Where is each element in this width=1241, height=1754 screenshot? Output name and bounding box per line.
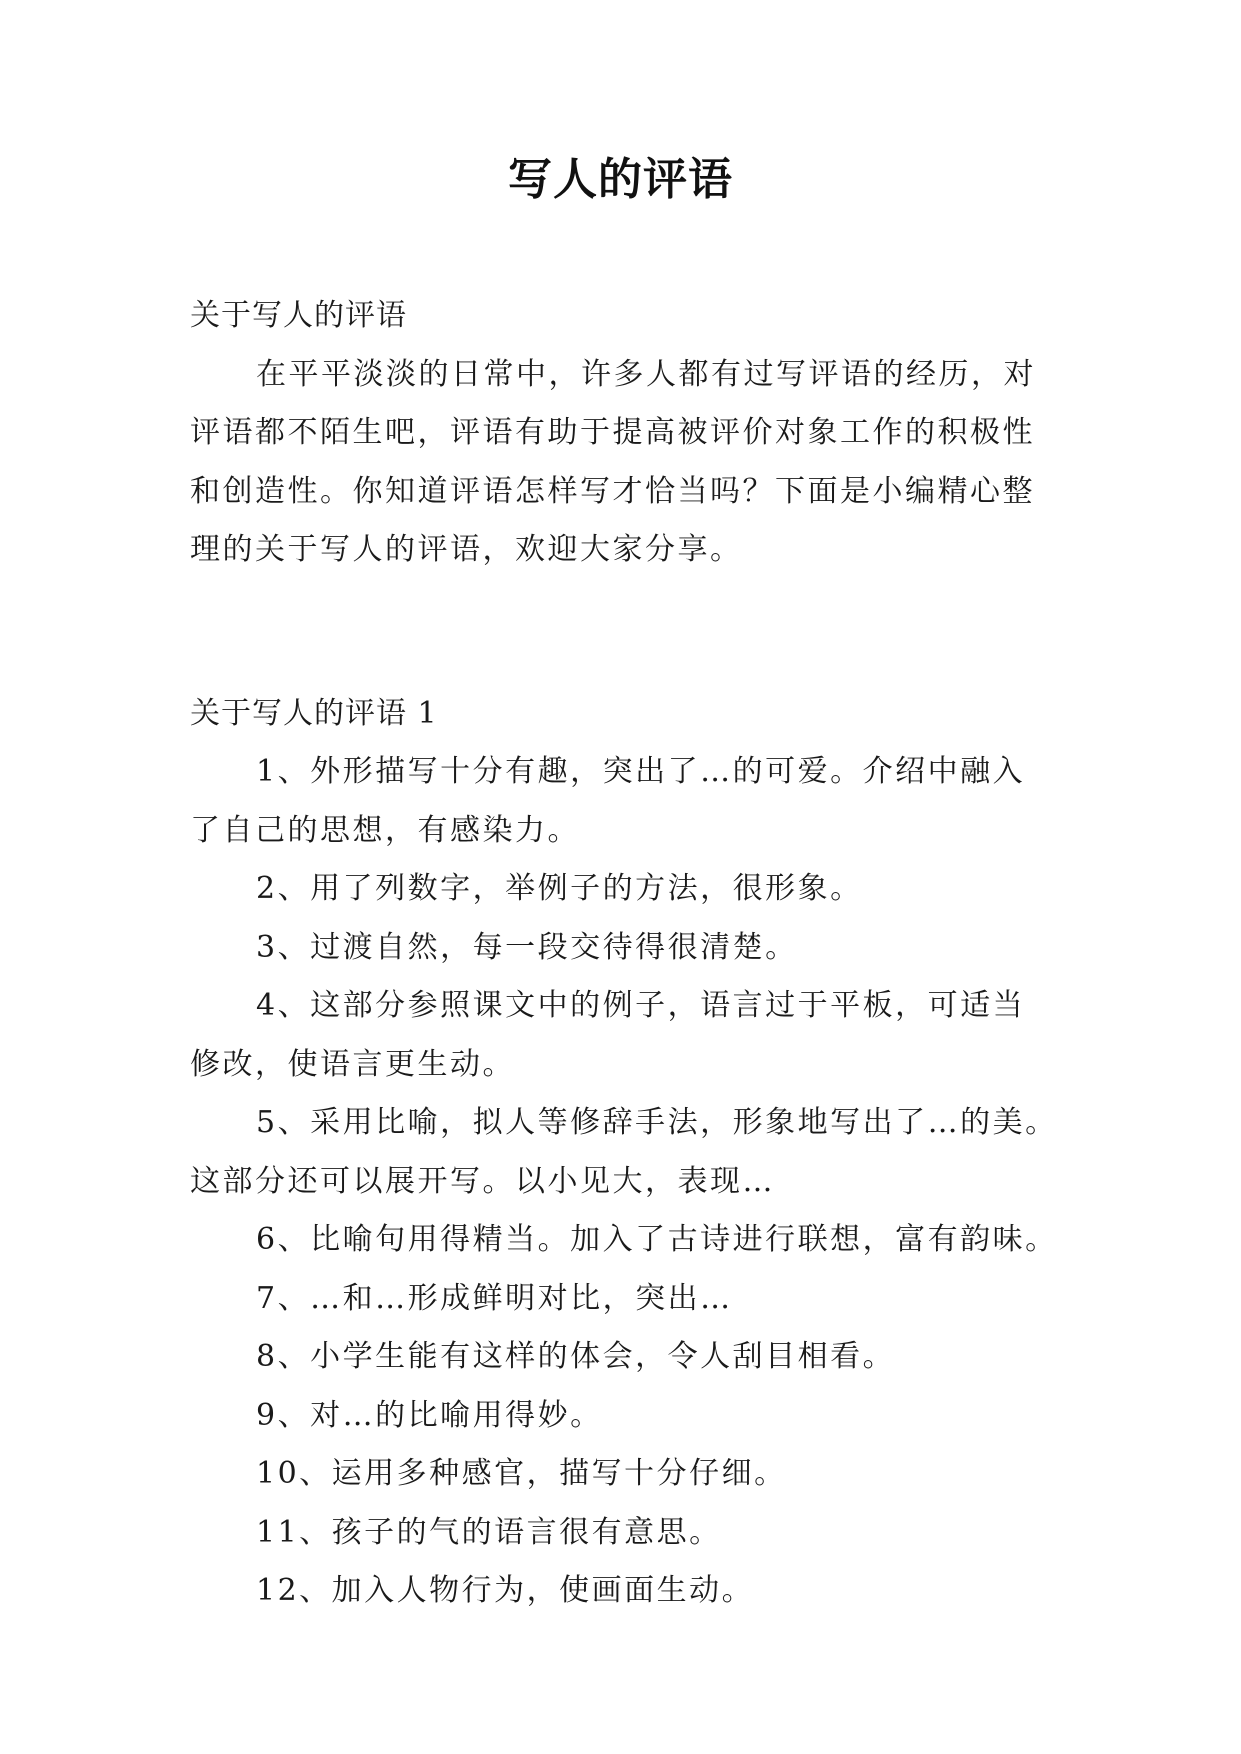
list-item: 9、对…的比喻用得妙。: [256, 1397, 603, 1433]
section-spacer: [190, 580, 1070, 685]
list-item: 7、…和…形成鲜明对比，突出…: [256, 1280, 733, 1316]
section1-heading: 关于写人的评语 1: [190, 695, 438, 731]
intro-paragraph-line: 评语都不陌生吧，评语有助于提高被评价对象工作的积极性: [190, 415, 1035, 450]
list-item-continuation: 这部分还可以展开写。以小见大，表现…: [190, 1163, 775, 1199]
list-item: 11、孩子的气的语言很有意思。: [256, 1514, 722, 1550]
list-item: 12、加入人物行为，使画面生动。: [256, 1573, 755, 1608]
list-item: 10、运用多种感官，描写十分仔细。: [256, 1456, 787, 1491]
comment-list: [190, 743, 1070, 1621]
list-item: 2、用了列数字，举例子的方法，很形象。: [256, 871, 863, 906]
list-item-continuation: 修改，使语言更生动。: [190, 1046, 515, 1082]
intro-paragraph: [190, 346, 1070, 580]
document-title: 写人的评语: [508, 154, 733, 205]
intro-paragraph-line: 在平平淡淡的日常中，许多人都有过写评语的经历，对: [256, 356, 1036, 392]
list-item: 5、采用比喻，拟人等修辞手法，形象地写出了…的美。: [256, 1105, 1058, 1140]
list-item-continuation: 了自己的思想，有感染力。: [190, 812, 580, 848]
intro-heading: 关于写人的评语: [190, 298, 407, 333]
list-item: 1、外形描写十分有趣，突出了…的可爱。介绍中融入: [256, 754, 1026, 789]
list-item: 3、过渡自然，每一段交待得很清楚。: [256, 929, 798, 965]
list-item: 6、比喻句用得精当。加入了古诗进行联想，富有韵味。: [256, 1222, 1058, 1257]
intro-paragraph-line: 理的关于写人的评语，欢迎大家分享。: [190, 532, 743, 567]
document-body: [190, 287, 1070, 1621]
intro-paragraph-line: 和创造性。你知道评语怎样写才恰当吗？下面是小编精心整: [190, 473, 1035, 509]
list-item: 4、这部分参照课文中的例子，语言过于平板，可适当: [256, 988, 1026, 1023]
list-item: 8、小学生能有这样的体会，令人刮目相看。: [256, 1339, 896, 1374]
